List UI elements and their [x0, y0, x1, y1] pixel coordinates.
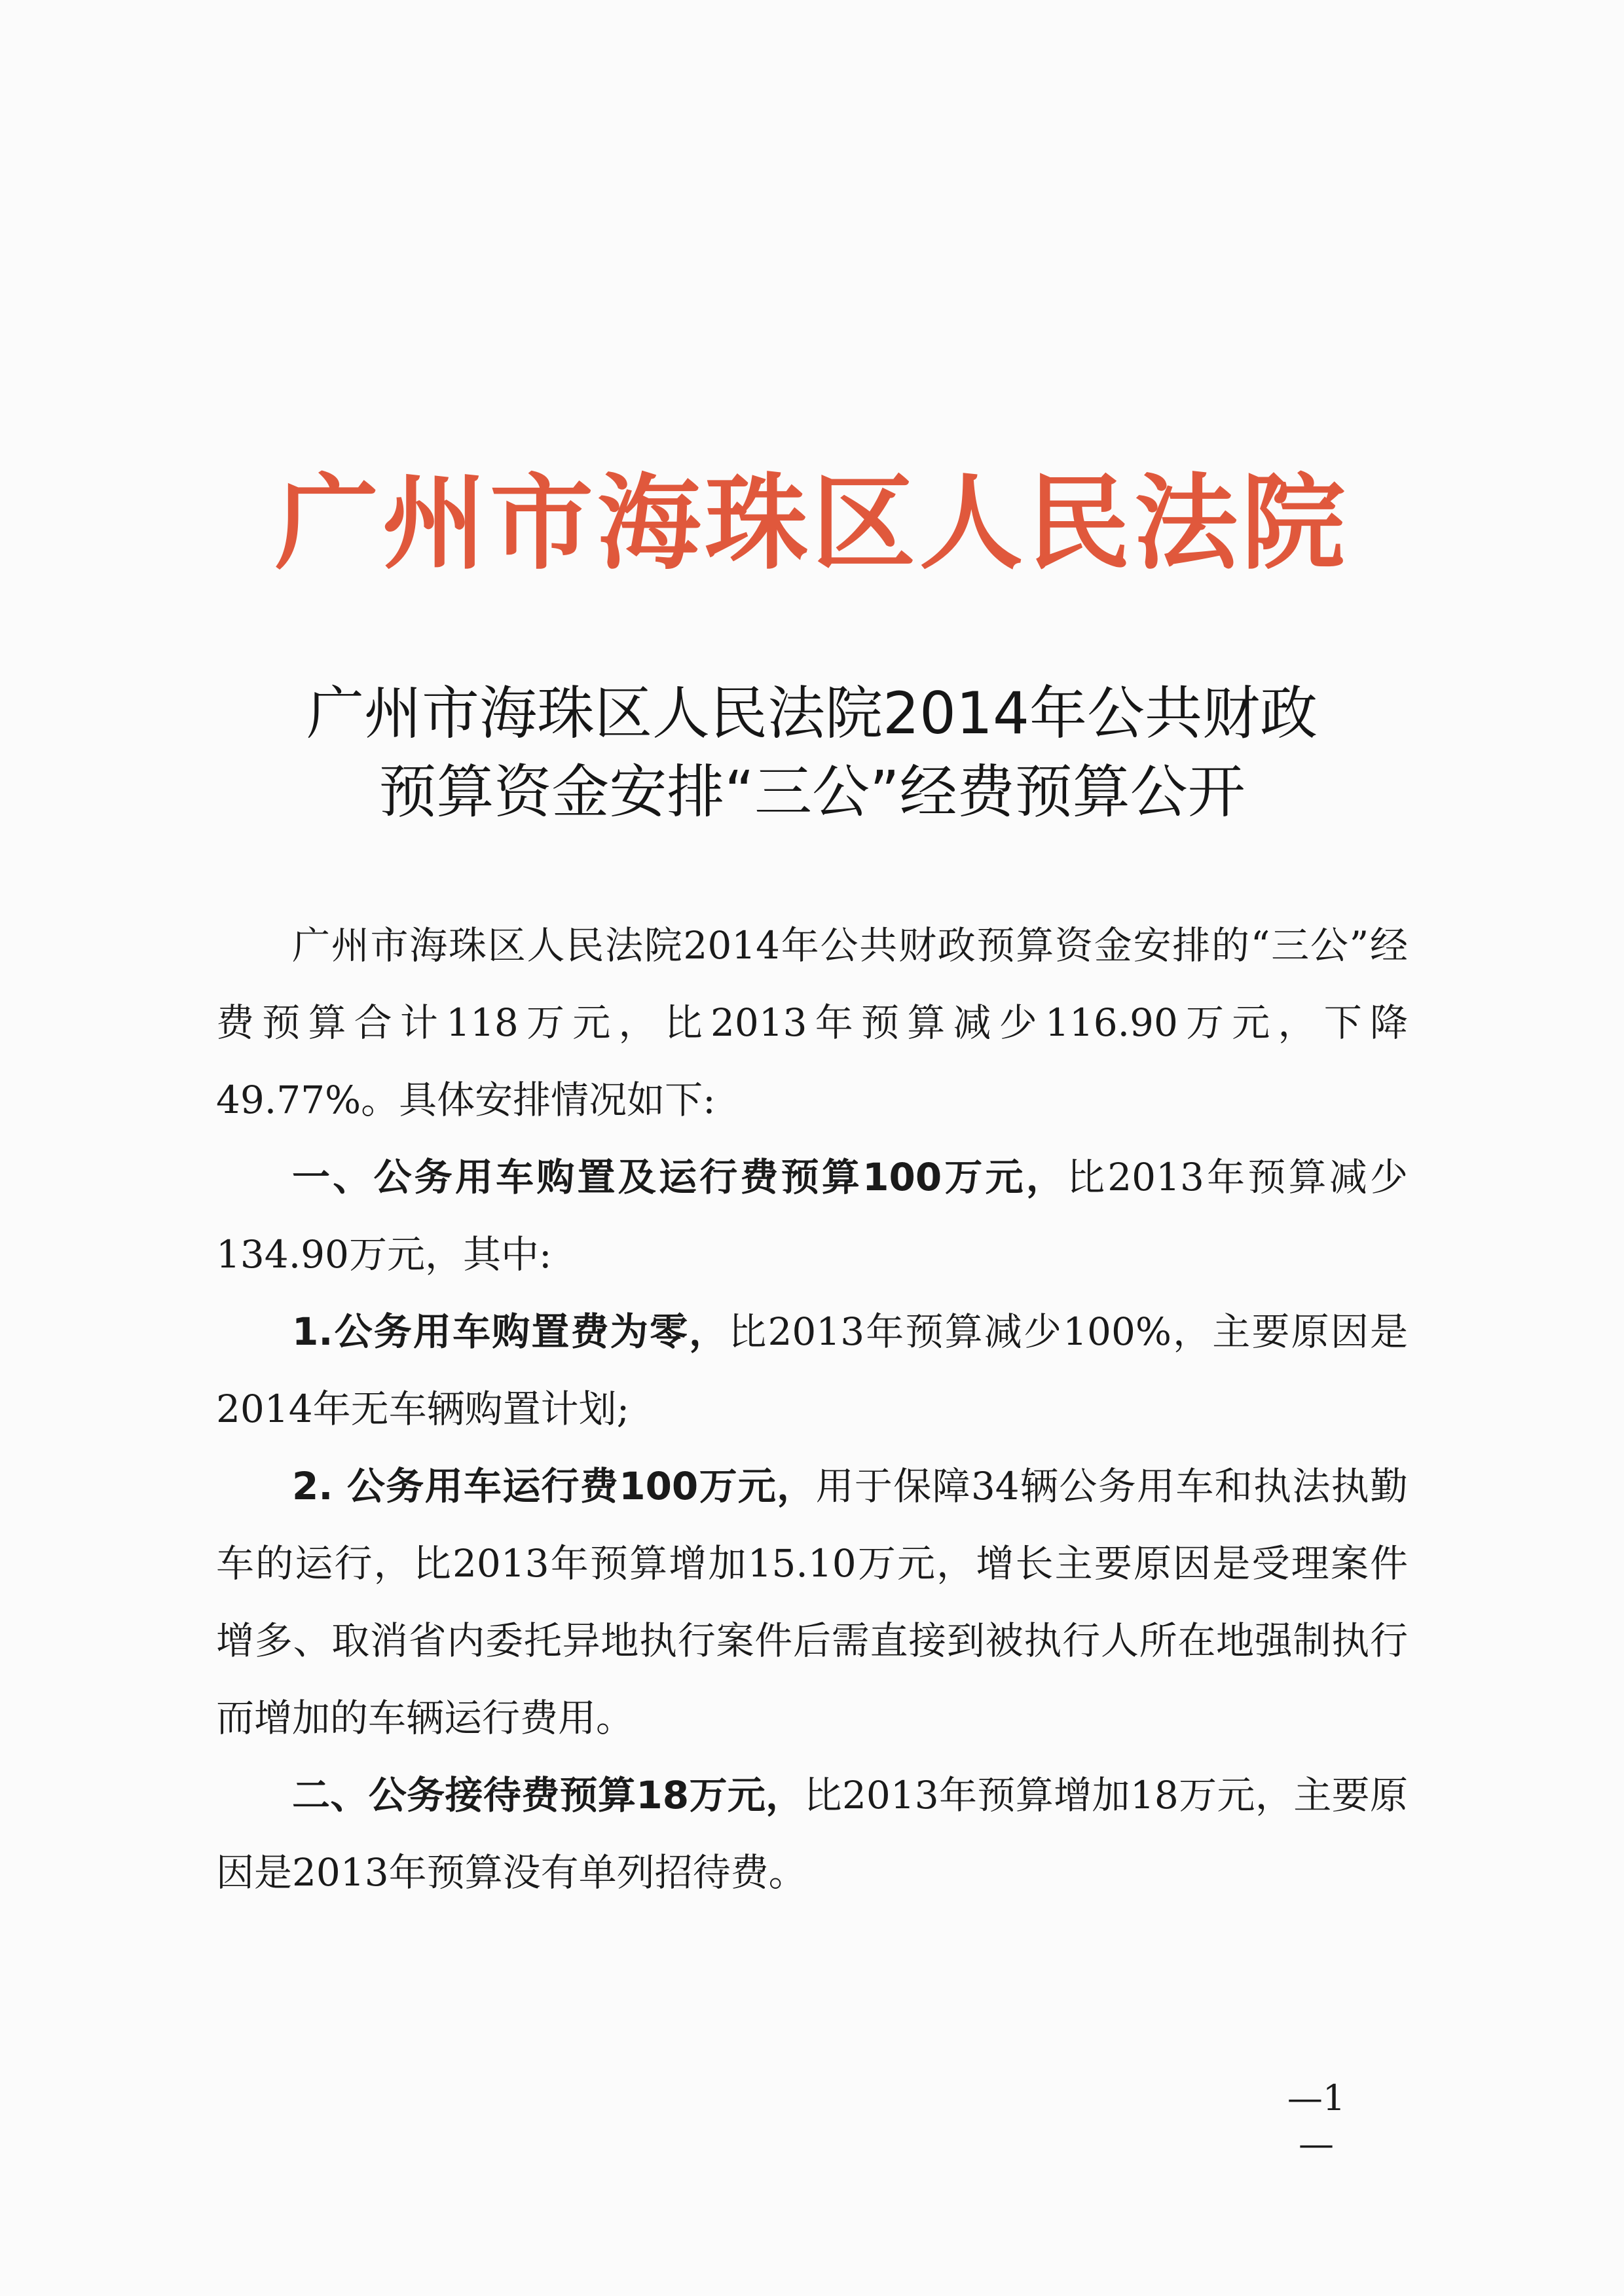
paragraph-section-1 [216, 1139, 1408, 1293]
intro-text: 广州市海珠区人民法院2014年公共财政预算资金安排的“三公”经费预算合计118万元，比2013年预算减少116.90万元，下降49.77%。具体安排情况如下: [216, 923, 1408, 1122]
section-1-1-text: 比2013年预算减少100%，主要原因是2014年无车辆购置计划; [216, 1309, 1408, 1431]
masthead: 广州市海珠区人民法院 [275, 464, 1349, 584]
title-line-1: 广州市海珠区人民法院2014年公共财政 [306, 680, 1318, 747]
title-line-2: 预算资金安排“三公”经费预算公开 [378, 758, 1246, 826]
paragraph-section-1-2 [216, 1448, 1408, 1757]
page-number: —1— [1287, 2077, 1346, 2164]
paragraph-section-1-1 [216, 1293, 1408, 1448]
section-1-text: 比2013年预算减少134.90万元，其中: [216, 1155, 1408, 1277]
section-1-2-text: 用于保障34辆公务用车和执法执勤车的运行，比2013年预算增加15.10万元，增长主要原因是受理案件增多、取消省内委托异地执行案件后需直接到被执行人所在地强制执行而增加的车辆运行费用。 [216, 1464, 1408, 1740]
document-title [0, 674, 1624, 831]
paragraph-intro [216, 907, 1408, 1139]
section-1-1-heading: 1.公务用车购置费为零， [292, 1309, 729, 1354]
section-2-heading: 二、公务接待费预算18万元， [292, 1773, 804, 1817]
section-1-heading: 一、公务用车购置及运行费预算100万元， [292, 1155, 1067, 1199]
section-1-2-heading: 2. 公务用车运行费100万元， [292, 1464, 816, 1508]
document-body [216, 907, 1408, 1911]
paragraph-section-2 [216, 1757, 1408, 1911]
section-2-text: 比2013年预算增加18万元，主要原因是2013年预算没有单列招待费。 [216, 1773, 1408, 1895]
